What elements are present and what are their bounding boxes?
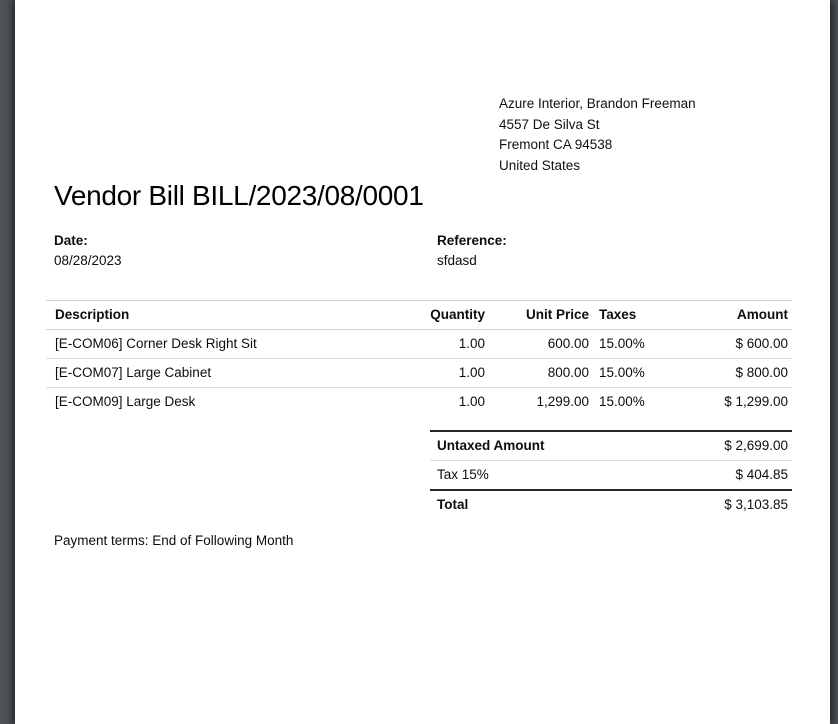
cell-quantity: 1.00 <box>458 394 485 409</box>
vendor-address-line: Fremont CA 94538 <box>499 137 613 152</box>
untaxed-amount-row <box>430 431 792 461</box>
table-row <box>46 330 792 359</box>
cell-unit-price: 800.00 <box>489 359 593 388</box>
header-quantity: Quantity <box>386 301 489 330</box>
cell-quantity: 1.00 <box>386 330 489 359</box>
line-items-header <box>46 301 792 330</box>
cell-description: [E-COM06] Corner Desk Right Sit <box>46 330 386 359</box>
document-page <box>15 0 830 724</box>
header-row <box>46 301 792 330</box>
header-description: Description <box>46 301 386 330</box>
tax-row <box>430 461 792 491</box>
total-row <box>430 490 792 519</box>
cell-amount: $ 600.00 <box>698 330 792 359</box>
reference-value: sfdasd <box>437 253 477 268</box>
cell-unit-price: 1,299.00 <box>536 394 589 409</box>
tax-label: Tax 15% <box>430 461 655 491</box>
header-unit-price: Unit Price <box>489 301 593 330</box>
header-amount: Amount <box>698 301 792 330</box>
table-row <box>46 388 792 417</box>
line-items-table <box>46 300 792 416</box>
header-taxes: Taxes <box>593 301 698 330</box>
cell-unit-price: 600.00 <box>489 330 593 359</box>
date-label: Date: <box>54 233 88 248</box>
tax-value: $ 404.85 <box>655 461 792 491</box>
vendor-address-line: 4557 De Silva St <box>499 116 600 132</box>
cell-taxes: 15.00% <box>593 359 698 388</box>
date-block <box>54 231 437 271</box>
reference-label: Reference: <box>437 233 507 248</box>
cell-taxes: 15.00% <box>593 330 698 359</box>
cell-amount: $ 800.00 <box>698 359 792 388</box>
cell-description: [E-COM07] Large Cabinet <box>46 359 386 388</box>
vendor-address <box>499 0 792 176</box>
table-row <box>46 359 792 388</box>
info-row <box>54 231 792 271</box>
cell-taxes: 15.00% <box>599 394 645 409</box>
cell-description: [E-COM09] Large Desk <box>55 394 196 409</box>
vendor-address-line: Azure Interior, Brandon Freeman <box>499 96 696 111</box>
totals-table <box>430 430 792 519</box>
vendor-address-line: United States <box>499 157 581 173</box>
payment-terms: Payment terms: End of Following Month <box>54 533 294 548</box>
cell-amount: $ 1,299.00 <box>724 394 788 409</box>
total-label: Total <box>430 490 655 519</box>
page-content <box>15 0 830 724</box>
date-value: 08/28/2023 <box>54 253 122 268</box>
reference-block <box>437 231 507 271</box>
document-title: Vendor Bill BILL/2023/08/0001 <box>54 180 424 211</box>
untaxed-amount-label: Untaxed Amount <box>430 431 655 461</box>
cell-quantity: 1.00 <box>386 359 489 388</box>
total-value: $ 3,103.85 <box>655 490 792 519</box>
untaxed-amount-value: $ 2,699.00 <box>655 431 792 461</box>
